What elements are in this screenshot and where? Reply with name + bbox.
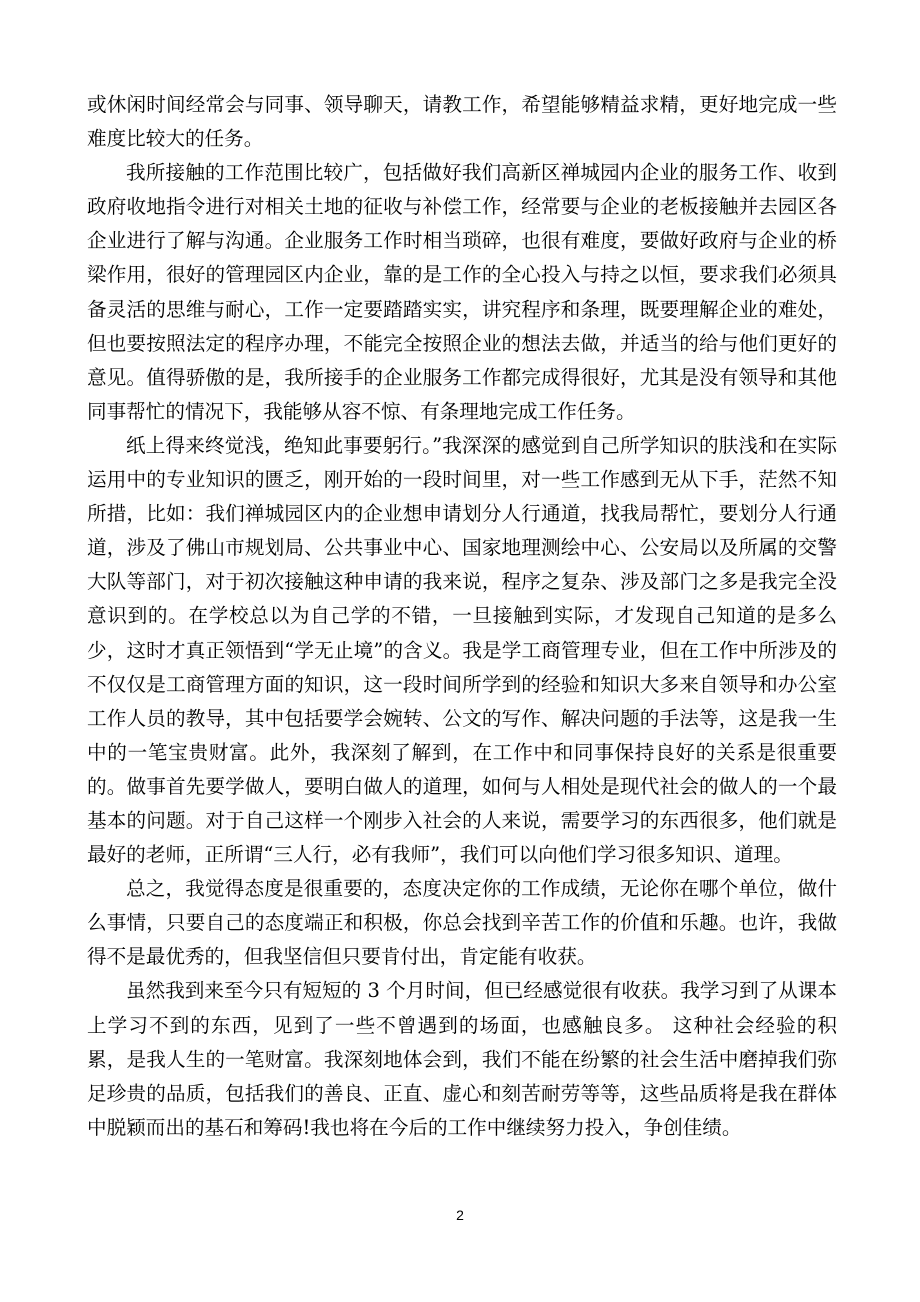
document-body	[87, 88, 837, 1145]
paragraph-work-scope: 我所接触的工作范围比较广，包括做好我们高新区禅城园内企业的服务工作、收到政府收地指令进行对相关土地的征收与补偿工作，经常要与企业的老板接触并去园区各企业进行了解与沟通。企业服务工作时相当琐碎，也很有难度，要做好政府与企业的桥梁作用，很好的管理园区内企业，靠的是工作的全心投入与持之以恒，要求我们必须具备灵活的思维与耐心，工作一定要踏踏实实，讲究程序和条理，既要理解企业的难处，但也要按照法定的程序办理，不能完全按照企业的想法去做，并适当的给与他们更好的意见。值得骄傲的是，我所接手的企业服务工作都完成得很好，尤其是没有领导和其他同事帮忙的情况下，我能够从容不惊、有条理地完成工作任务。	[87, 161, 837, 423]
paragraph-continuation: 或休闲时间经常会与同事、领导聊天，请教工作，希望能够精益求精，更好地完成一些难度比较大的任务。	[87, 93, 837, 151]
paragraph-learning-practice: 纸上得来终觉浅，绝知此事要躬行。”我深深的感觉到自己所学知识的肤浅和在实际运用中的专业知识的匮乏，刚开始的一段时间里，对一些工作感到无从下手，茫然不知所措，比如：我们禅城园区内的企业想申请划分人行通道，找我局帮忙，要划分人行通道，涉及了佛山市规划局、公共事业中心、国家地理测绘中心、公安局以及所属的交警大队等部门，对于初次接触这种申请的我来说，程序之复杂、涉及部门之多是我完全没意识到的。在学校总以为自己学的不错，一旦接触到实际，才发现自己知道的是多么少，这时才真正领悟到“学无止境”的含义。我是学工商管理专业，但在工作中所涉及的不仅仅是工商管理方面的知识，这一段时间所学到的经验和知识大多来自领导和办公室工作人员的教导，其中包括要学会婉转、公文的写作、解决问题的手法等，这是我一生中的一笔宝贵财富。此外，我深刻了解到，在工作中和同事保持良好的关系是很重要的。做事首先要学做人，要明白做人的道理，如何与人相处是现代社会的做人的一个最基本的问题。对于自己这样一个刚步入社会的人来说，需要学习的东西很多，他们就是最好的老师，正所谓“三人行，必有我师”，我们可以向他们学习很多知识、道理。	[87, 433, 837, 867]
paragraph-conclusion: 虽然我到来至今只有短短的 3 个月时间，但已经感觉很有收获。我学习到了从课本上学习不到的东西，见到了一些不曾遇到的场面，也感触良多。 这种社会经验的积累，是我人生的一笔财富。我深刻地体会到，我们不能在纷繁的社会生活中磨掉我们弥足珍贵的品质，包括我们的善良、正直、虚心和刻苦耐劳等等，这些品质将是我在群体中脱颖而出的基石和筹码!我也将在今后的工作中继续努力投入，争创佳绩。	[87, 979, 837, 1139]
paragraph-attitude: 总之，我觉得态度是很重要的，态度决定你的工作成绩，无论你在哪个单位，做什么事情，只要自己的态度端正和积极，你总会找到辛苦工作的价值和乐趣。也许，我做得不是最优秀的，但我坚信但只要肯付出，肯定能有收获。	[87, 877, 837, 969]
page-number: 2	[456, 1207, 464, 1223]
